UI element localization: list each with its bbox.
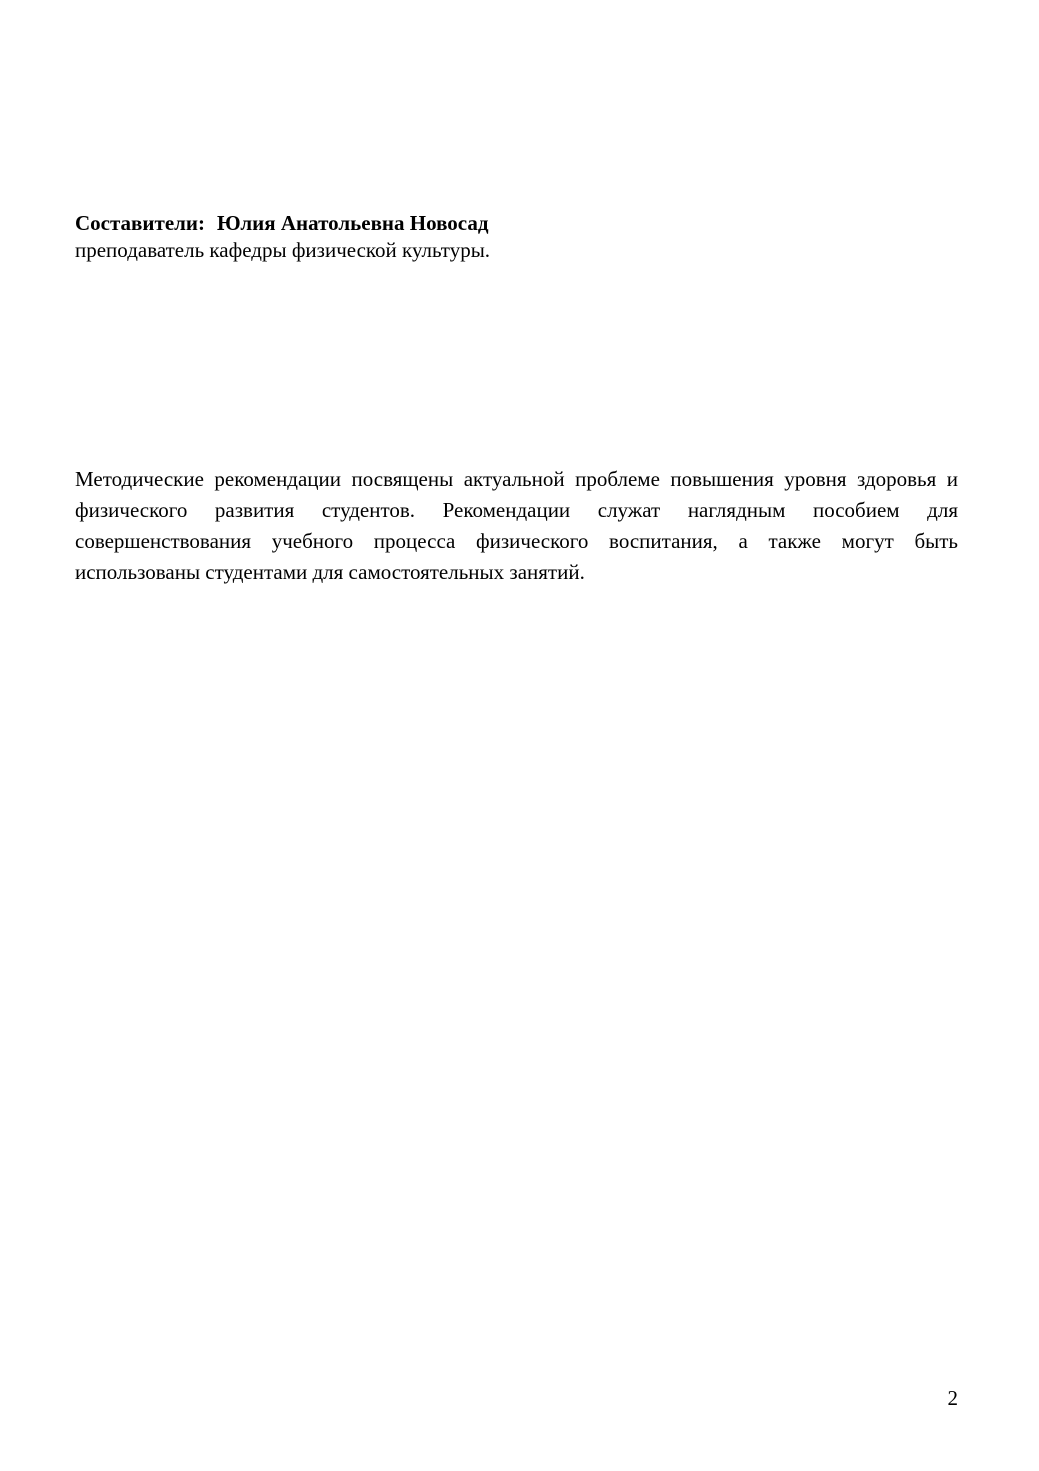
compilers-line [75, 210, 960, 237]
compiler-name: Юлия Анатольевна Новосад [217, 211, 489, 235]
compilers-block [75, 210, 960, 264]
page-number: 2 [947, 1386, 958, 1410]
abstract-paragraph: Методические рекомендации посвящены актуальной проблеме повышения уровня здоровья и физического развития студентов. Рекомендации служат наглядным пособием для совершенствования учебного процесса физического воспитания, а также могут быть использованы студентами для самостоятельных занятий. [75, 467, 958, 584]
compilers-label: Составители: [75, 211, 206, 235]
compiler-position: преподаватель кафедры физической культуры. [75, 238, 491, 262]
